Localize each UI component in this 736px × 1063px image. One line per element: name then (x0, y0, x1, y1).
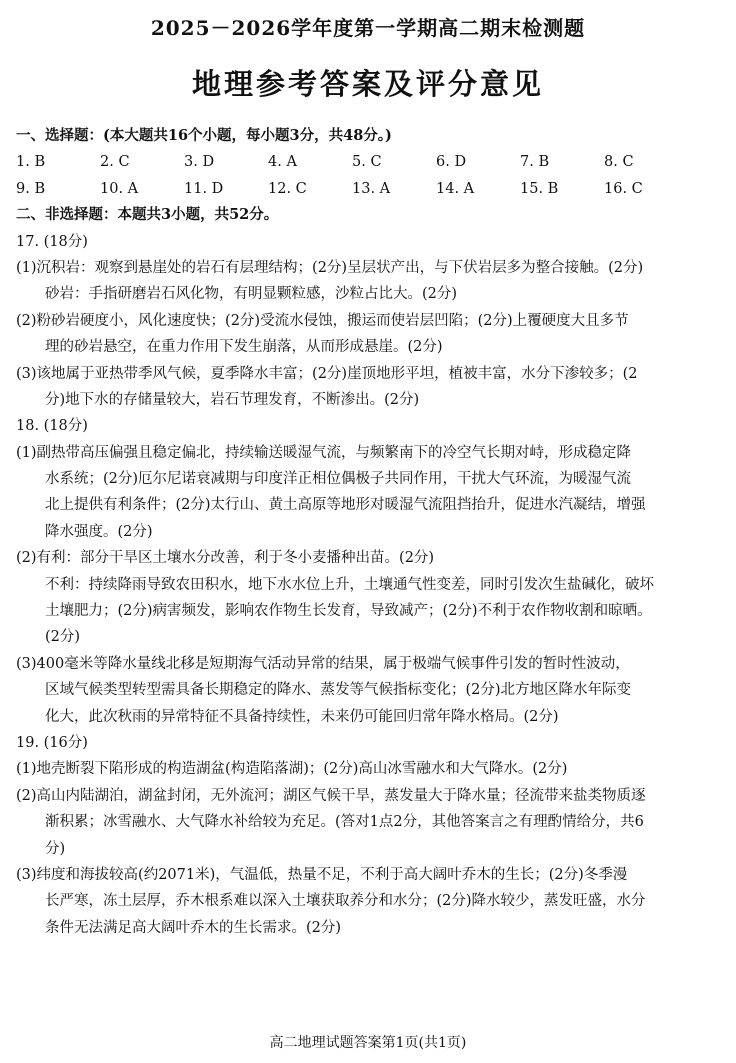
answer-line: 长严寒，冻土层厚，乔木根系难以深入土壤获取养分和水分；(2分)降水较少，蒸发旺盛，水分 (45, 893, 646, 910)
mc-answer: 3. D (184, 154, 215, 171)
document-subtitle: 地理参考答案及评分意见 (191, 67, 544, 101)
answer-line: (2分) (45, 629, 81, 646)
answer-line: (3)400毫米等降水量线北移是短期海气活动异常的结果，属于极端气候事件引发的暂时性波动， (16, 655, 630, 672)
answer-line: (2)高山内陆湖泊，湖盆封闭，无外流河；湖区气候干旱，蒸发量大于降水量；径流带来盐类物质逐 (16, 787, 646, 804)
answer-line: (1)地壳断裂下陷形成的构造湖盆(构造陷落湖)；(2分)高山冰雪融水和大气降水。(2分) (16, 761, 568, 778)
answer-line: 理的砂岩悬空，在重力作用下发生崩落，从而形成悬崖。(2分) (45, 339, 443, 356)
answer-line: 分)地下水的存储量较大，岩石节理发育，不断渗出。(2分) (45, 391, 420, 408)
answer-line: 降水强度。(2分) (45, 523, 153, 540)
mc-answer: 6. D (436, 154, 467, 171)
mc-answer: 15. B (520, 180, 559, 197)
answer-line: 18. (18分) (16, 418, 88, 435)
answer-line: 分) (45, 840, 66, 857)
answer-line: 不利：持续降雨导致农田积水，地下水水位上升，土壤通气性变差，同时引发次生盐碱化，破坏 (45, 576, 654, 593)
answer-line: 砂岩：手指研磨岩石风化物，有明显颗粒感，沙粒占比大。(2分) (45, 286, 458, 303)
answer-line: (1)副热带高压偏强且稳定偏北，持续输送暖湿气流，与频繁南下的冷空气长期对峙，形成稳定降 (16, 444, 632, 461)
answer-line: (2)有利：部分干旱区土壤水分改善，利于冬小麦播种出苗。(2分) (16, 550, 435, 567)
answer-line: 17. (18分) (16, 233, 88, 250)
mc-answers-row-2 (16, 176, 726, 202)
document-title: 2025－2026学年度第一学期高二期末检测题 (150, 16, 586, 40)
answer-line: 渐积累；冰雪融水、大气降水补给较为充足。(答对1点2分，其他答案言之有理酌情给分，共6 (45, 814, 644, 831)
mc-answer: 5. C (352, 154, 382, 171)
answer-line: 化大，此次秋雨的异常特征不具备持续性，未来仍可能回归常年降水格局。(2分) (45, 708, 559, 725)
answer-line: 条件无法满足高大阔叶乔木的生长需求。(2分) (45, 919, 342, 936)
mc-answer: 2. C (100, 154, 130, 171)
answer-lines (16, 229, 726, 942)
mc-answer: 10. A (100, 180, 139, 197)
mc-answer: 12. C (268, 180, 307, 197)
answer-line: (1)沉积岩：观察到悬崖处的岩石有层理结构；(2分)呈层状产出，与下伏岩层多为整合接触。(2分) (16, 259, 644, 276)
answer-line: 北上提供有利条件；(2分)太行山、黄土高原等地形对暖湿气流阻挡抬升，促进水汽凝结，增强 (45, 497, 646, 514)
mc-answer: 14. A (436, 180, 475, 197)
section2-heading: 二、非选择题：本题共3小题，共52分。 (16, 206, 279, 224)
mc-answer: 13. A (352, 180, 391, 197)
answer-line: 区域气候类型转型需具备长期稳定的降水、蒸发等气候指标变化；(2分)北方地区降水年际变 (45, 682, 632, 699)
mc-answers-row-1 (16, 149, 726, 175)
page-footer: 高二地理试题答案第1页(共1页) (269, 1035, 467, 1051)
answer-line: (3)该地属于亚热带季风气候，夏季降水丰富；(2分)崖顶地形平坦，植被丰富，水分下渗较多；(2 (16, 365, 638, 382)
answer-line: 19. (16分) (16, 734, 88, 751)
mc-answer: 11. D (184, 180, 224, 197)
answer-content (16, 123, 726, 941)
mc-answer: 9. B (16, 180, 46, 197)
answer-line: (3)纬度和海拔较高(约2071米)，气温低，热量不足，不利于高大阔叶乔木的生长；(2分)冬季漫 (16, 866, 628, 883)
mc-answer: 16. C (604, 180, 643, 197)
section1-heading: 一、选择题：(本大题共16个小题，每小题3分，共48分。) (16, 127, 392, 144)
mc-answer: 4. A (268, 154, 297, 171)
answer-line: 土壤肥力；(2分)病害频发，影响农作物生长发育，导致减产；(2分)不利于农作物收割和晾晒。 (45, 603, 652, 620)
mc-answer: 7. B (520, 154, 550, 171)
answer-line: (2)粉砂岩硬度小，风化速度快；(2分)受流水侵蚀，搬运而使岩层凹陷；(2分)上覆硬度大且多节 (16, 312, 629, 329)
answer-line: 水系统；(2分)厄尔尼诺衰减期与印度洋正相位偶极子共同作用，干扰大气环流，为暖湿气流 (45, 471, 632, 488)
mc-answer: 1. B (16, 154, 46, 171)
mc-answer: 8. C (604, 154, 634, 171)
